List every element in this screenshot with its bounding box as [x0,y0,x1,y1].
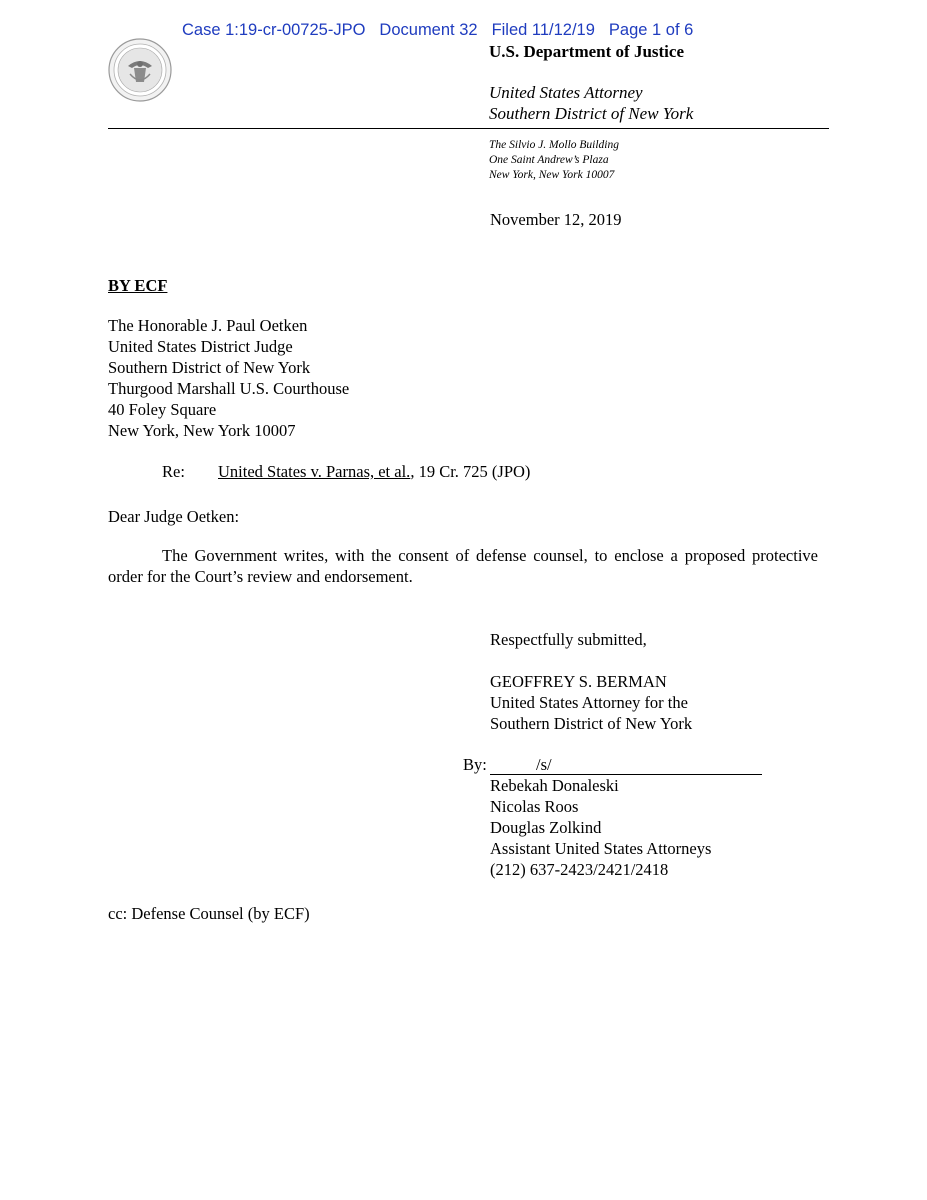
recipient-line: Southern District of New York [108,358,311,377]
signatory-name: GEOFFREY S. BERMAN [490,672,667,691]
letter-date: November 12, 2019 [490,210,622,229]
office-title: United States Attorney [489,83,643,102]
attorney-name: Rebekah Donaleski [490,776,619,795]
recipient-line: The Honorable J. Paul Oetken [108,316,308,335]
stamp-page-number: Page 1 of 6 [608,21,694,39]
signatory-district: Southern District of New York [490,714,693,733]
address-line: The Silvio J. Mollo Building [489,139,619,151]
stamp-document-number: Document 32 [379,21,478,39]
signature-line [490,774,762,775]
closing: Respectfully submitted, [490,630,647,649]
stamp-case-number: Case 1:19-cr-00725-JPO [182,21,366,39]
re-label: Re: [162,462,185,481]
doj-seal-icon [108,38,172,102]
signature-by-label: By: [463,755,487,774]
salutation: Dear Judge Oetken: [108,507,240,526]
recipient-line: United States District Judge [108,337,293,356]
recipient-line: New York, New York 10007 [108,421,296,440]
attorney-title: Assistant United States Attorneys [490,839,712,858]
recipient-line: Thurgood Marshall U.S. Courthouse [108,379,350,398]
attorney-phone: (212) 637-2423/2421/2418 [490,860,669,879]
attorney-name: Nicolas Roos [490,797,579,816]
cc-line: cc: Defense Counsel (by ECF) [108,904,310,923]
ecf-stamp [182,21,693,40]
stamp-filed-date: Filed 11/12/19 [491,21,595,39]
recipient-line: 40 Foley Square [108,400,217,419]
department-name: U.S. Department of Justice [489,42,684,61]
re-case-number: , 19 Cr. 725 (JPO) [410,462,531,481]
letterhead-divider [108,128,829,129]
body-text: The Government writes, with the consent of defense counsel, to enclose a proposed protective order for the Court’s review and endorsement. [108,546,818,586]
re-case [218,462,530,482]
address-line: New York, New York 10007 [489,169,615,181]
body-paragraph [108,545,818,587]
office-district: Southern District of New York [489,104,694,123]
address-line: One Saint Andrew’s Plaza [489,154,609,166]
signatory-title: United States Attorney for the [490,693,688,712]
delivery-method: BY ECF [108,276,168,295]
signature-mark: /s/ [536,755,552,774]
attorney-name: Douglas Zolkind [490,818,602,837]
re-case-name: United States v. Parnas, et al. [218,462,411,481]
